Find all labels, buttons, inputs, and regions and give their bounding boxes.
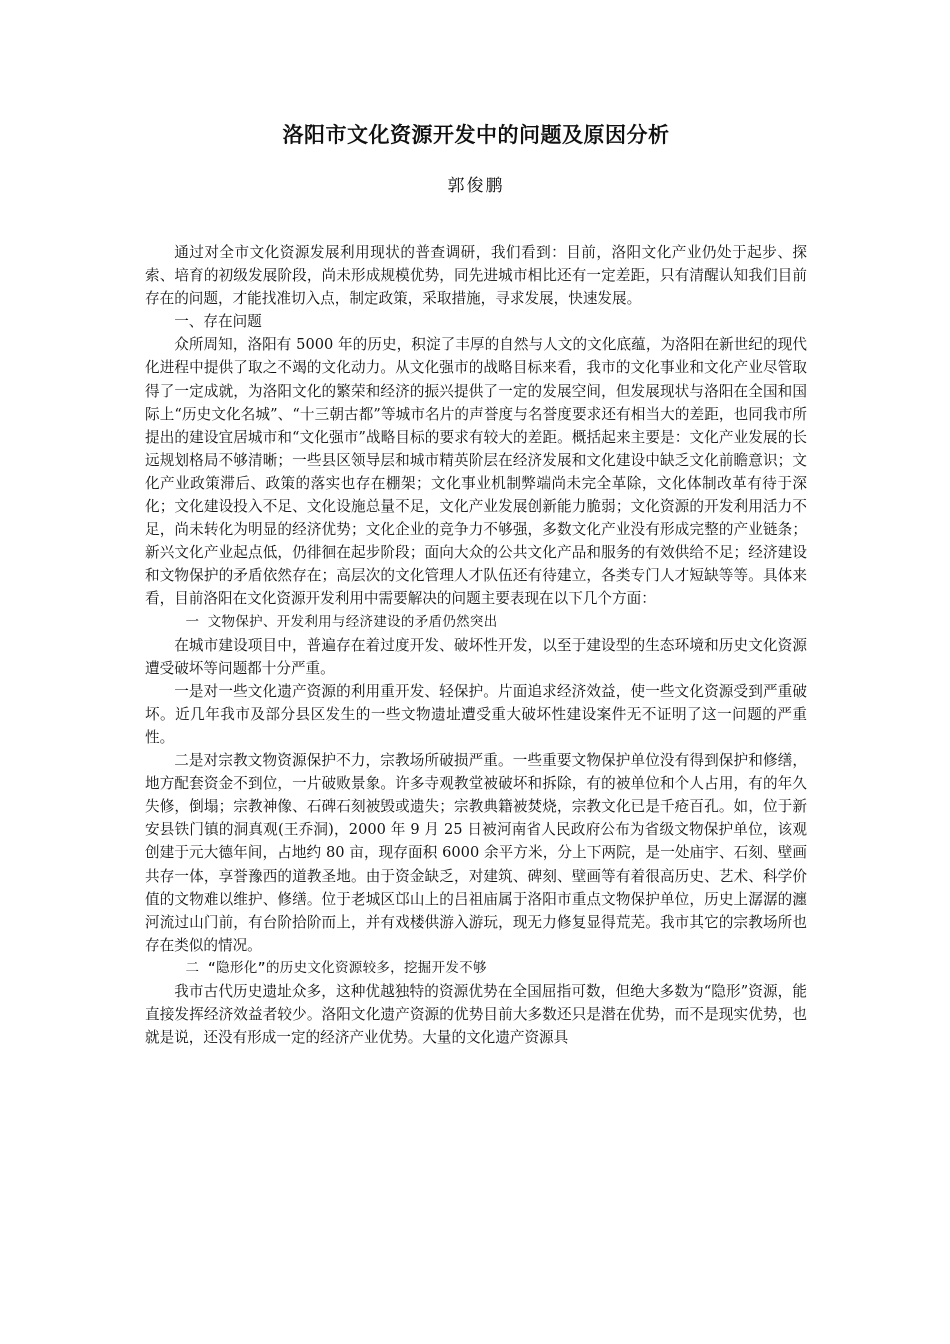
- document-body: [145, 241, 807, 1049]
- body-paragraph: 在城市建设项目中，普遍存在着过度开发、破坏性开发，以至于建设型的生态环境和历史文化资源遭受破坏等问题都十分严重。: [145, 636, 807, 677]
- document-title: 洛阳市文化资源开发中的问题及原因分析: [282, 123, 670, 147]
- body-paragraph: 一是对一些文化遗产资源的利用重开发、轻保护。片面追求经济效益，使一些文化资源受到严重破坏。近几年我市及部分县区发生的一些文物遗址遭受重大破坏性建设案件无不证明了这一问题的严重性。: [145, 682, 807, 746]
- intro-paragraph: 通过对全市文化资源发展利用现状的普查调研，我们看到：目前，洛阳文化产业仍处于起步、探索、培育的初级发展阶段，尚未形成规模优势，同先进城市相比还有一定差距，只有清醒认知我们目前存在的问题，才能找准切入点，制定政策，采取措施，寻求发展，快速发展。: [145, 244, 807, 308]
- body-paragraph: 我市古代历史遗址众多，这种优越独特的资源优势在全国屈指可数，但绝大多数为“隐形”资源，能直接发挥经济效益者较少。洛阳文化遗产资源的优势目前大多数还只是潜在优势，而不是现实优势，也就是说，还没有形成一定的经济产业优势。大量的文化遗产资源具: [145, 983, 807, 1047]
- section-heading: 一、存在问题: [174, 313, 262, 331]
- body-paragraph: 众所周知，洛阳有 5000 年的历史，积淀了丰厚的自然与人文的文化底蕴，为洛阳在新世纪的现代化进程中提供了取之不竭的文化动力。从文化强市的战略目标来看，我市的文化事业和文化产业尽管取得了一定成就，为洛阳文化的繁荣和经济的振兴提供了一定的发展空间，但发展现状与洛阳在全国和国际上“历史文化名城”、“十三朝古都”等城市名片的声誉度与名誉度要求还有相当大的差距，也同我市所提出的建设宜居城市和“文化强市”战略目标的要求有较大的差距。概括起来主要是：文化产业发展的长远规划格局不够清晰；一些县区领导层和城市精英阶层在经济发展和文化建设中缺乏文化前瞻意识；文化产业政策滞后、政策的落实也存在棚架；文化事业机制弊端尚未完全革除，文化体制改革有待于深化；文化建设投入不足、文化设施总量不足，文化产业发展创新能力脆弱；文化资源的开发利用活力不足，尚未转化为明显的经济优势；文化企业的竞争力不够强，多数文化产业没有形成完整的产业链条；新兴文化产业起点低，仍徘徊在起步阶段；面向大众的公共文化产品和服务的有效供给不足；经济建设和文物保护的矛盾依然存在；高层次的文化管理人才队伍还有待建立，各类专门人才短缺等等。具体来看，目前洛阳在文化资源开发利用中需要解决的问题主要表现在以下几个方面：: [145, 336, 807, 608]
- subsection-heading: 二 “隐形化”的历史文化资源较多，挖掘开发不够: [185, 959, 487, 976]
- author-name: 郭俊鹏: [447, 176, 505, 196]
- body-paragraph: 二是对宗教文物资源保护不力，宗教场所破损严重。一些重要文物保护单位没有得到保护和修缮，地方配套资金不到位，一片破败景象。许多寺观教堂被破坏和拆除，有的被单位和个人占用，有的年久失修，倒塌；宗教神像、石碑石刻被毁或遗失；宗教典籍被焚烧，宗教文化已是千疮百孔。如，位于新安县铁门镇的洞真观(王乔洞)，2000 年 9 月 25 日被河南省人民政府公布为省级文物保护单位，该观创建于元大德年间，占地约 80 亩，现存面积 6000 余平方米，分上下两院，是一处庙宇、石刻、壁画共存一体，享誉豫西的道教圣地。由于资金缺乏，对建筑、碑刻、壁画等有着很高历史、艺术、科学价值的文物难以维护、修缮。位于老城区邙山上的吕祖庙属于洛阳市重点文物保护单位，历史上潺潺的瀍河流过山门前，有台阶拾阶而上，并有戏楼供游入游玩，现无力修复显得荒芜。我市其它的宗教场所也存在类似的情况。: [145, 752, 807, 954]
- subsection-heading: 一 文物保护、开发利用与经济建设的矛盾仍然突出: [185, 613, 498, 630]
- document-page: [145, 118, 807, 1049]
